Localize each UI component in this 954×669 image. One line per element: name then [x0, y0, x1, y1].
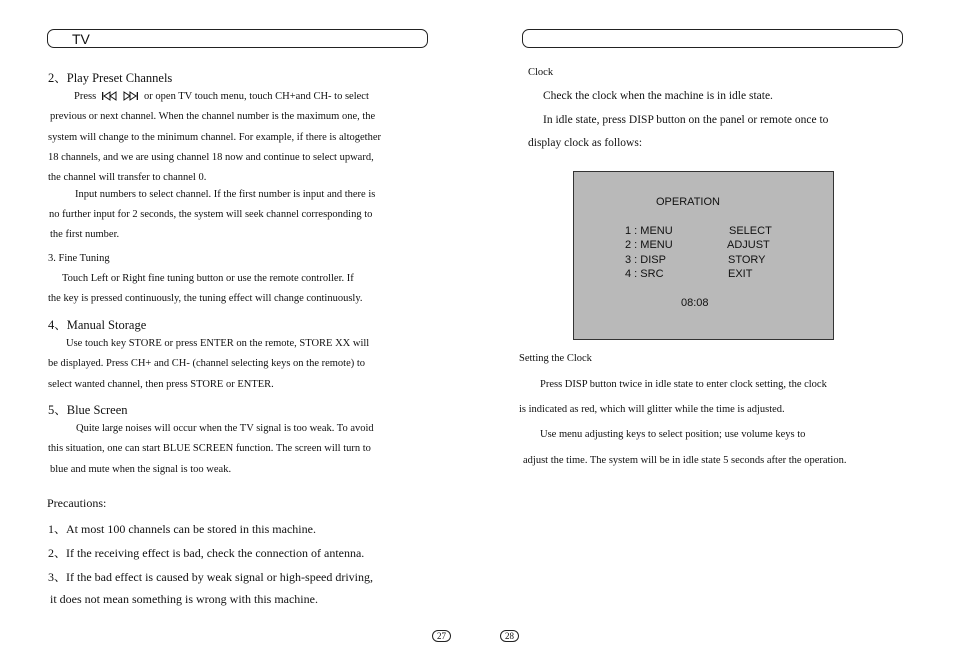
section-3-line: the key is pressed continuously, the tuning effect will change continuously.: [48, 293, 363, 304]
screen-item-key: 2 : MENU: [625, 239, 673, 251]
section-4-line: Use touch key STORE or press ENTER on the remote, STORE XX will: [66, 338, 370, 349]
screen-item-value: EXIT: [728, 268, 753, 280]
section-2-line: previous or next channel. When the channel number is the maximum one, the: [50, 111, 376, 122]
section-2-line: Input numbers to select channel. If the first number is input and there is: [75, 189, 376, 200]
section-4-line: select wanted channel, then press STORE or ENTER.: [48, 379, 274, 390]
screen-item-value: ADJUST: [727, 239, 770, 251]
section-5-line: blue and mute when the signal is too weak.: [50, 464, 232, 475]
left-header-box: [47, 29, 428, 48]
section-2-line: 18 channels, and we are using channel 18 now and continue to select upward,: [48, 152, 374, 163]
setting-line: adjust the time. The system will be in idle state 5 seconds after the operation.: [523, 455, 847, 466]
section-5-line: Quite large noises will occur when the TV signal is too weak. To avoid: [76, 423, 374, 434]
clock-heading: Clock: [528, 67, 554, 78]
precautions-heading: Precautions:: [47, 496, 107, 510]
screen-title: OPERATION: [656, 196, 720, 208]
page-number-right: 28: [500, 630, 519, 642]
section-2-line: system will change to the minimum channel. For example, if there is altogether: [48, 132, 381, 143]
clock-line: display clock as follows:: [528, 137, 643, 149]
setting-line: is indicated as red, which will glitter while the time is adjusted.: [519, 404, 785, 415]
section-4-line: be displayed. Press CH+ and CH- (channel selecting keys on the remote) to: [48, 358, 366, 369]
screen-time: 08:08: [681, 297, 709, 309]
press-rest: or open TV touch menu, touch CH+and CH- to select: [144, 91, 369, 102]
clock-line: Check the clock when the machine is in idle state.: [543, 90, 773, 102]
precaution-line: 3、If the bad effect is caused by weak signal or high-speed driving,: [48, 570, 374, 584]
page-number-left: 27: [432, 630, 451, 642]
section-2-line: the first number.: [50, 229, 120, 240]
section-2-heading: 2、Play Preset Channels: [48, 71, 173, 85]
section-4-heading: 4、Manual Storage: [48, 318, 147, 332]
skip-back-icon: [101, 91, 117, 104]
clock-display-screen: [573, 171, 834, 340]
screen-item-value: STORY: [728, 254, 766, 266]
skip-forward-icon: [123, 91, 139, 104]
clock-line: In idle state, press DISP button on the panel or remote once to: [543, 114, 829, 126]
screen-item-key: 4 : SRC: [625, 268, 664, 280]
precaution-line: 1、At most 100 channels can be stored in this machine.: [48, 522, 316, 536]
precaution-line: it does not mean something is wrong with this machine.: [50, 592, 318, 606]
screen-item-key: 3 : DISP: [625, 254, 666, 266]
screen-item-value: SELECT: [729, 225, 772, 237]
setting-line: Press DISP button twice in idle state to enter clock setting, the clock: [540, 379, 827, 390]
section-2-line: no further input for 2 seconds, the system will seek channel corresponding to: [49, 209, 373, 220]
section-3-heading: 3. Fine Tuning: [48, 253, 110, 264]
section-2-line-first: [74, 91, 369, 104]
left-header-title: TV: [72, 31, 90, 47]
section-2-line: the channel will transfer to channel 0.: [48, 172, 207, 183]
press-label: Press: [74, 91, 97, 102]
section-3-line: Touch Left or Right fine tuning button or use the remote controller. If: [62, 273, 354, 284]
section-5-heading: 5、Blue Screen: [48, 403, 128, 417]
right-header-box: [522, 29, 903, 48]
precaution-line: 2、If the receiving effect is bad, check the connection of antenna.: [48, 546, 365, 560]
section-5-line: this situation, one can start BLUE SCREEN function. The screen will turn to: [48, 443, 371, 454]
setting-line: Use menu adjusting keys to select position; use volume keys to: [540, 429, 806, 440]
setting-heading: Setting the Clock: [519, 353, 592, 364]
screen-item-key: 1 : MENU: [625, 225, 673, 237]
